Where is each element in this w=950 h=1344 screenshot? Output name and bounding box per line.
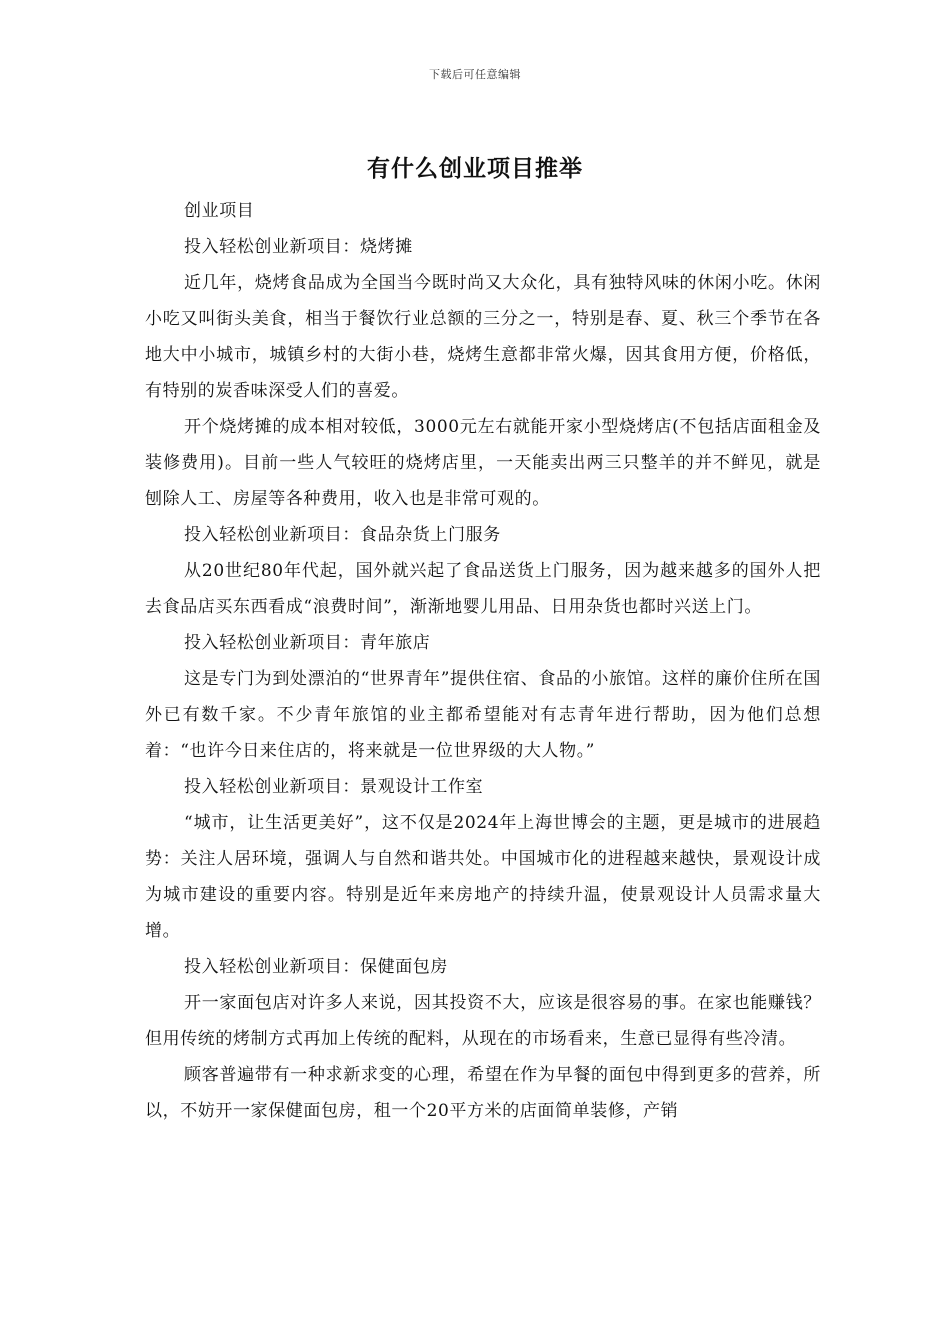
section-heading: 投入轻松创业新项目：青年旅店 — [184, 633, 431, 653]
paragraph: 这是专门为到处漂泊的“世界青年”提供住宿、食品的小旅馆。这样的廉价住所在国外已有数千家。不少青年旅馆的业主都希望能对有志青年进行帮助，因为他们总想着：“也许今日来住店的，将来就是一位世界级的大人物。” — [145, 669, 821, 761]
document-body — [145, 193, 821, 1129]
paragraph: 开个烧烤摊的成本相对较低，3000元左右就能开家小型烧烤店(不包括店面租金及装修费用)。目前一些人气较旺的烧烤店里，一天能卖出两三只整羊的并不鲜见，就是刨除人工、房屋等各种费用，收入也是非常可观的。 — [145, 417, 821, 509]
section-heading: 投入轻松创业新项目：烧烤摊 — [184, 237, 413, 257]
paragraph: 开一家面包店对许多人来说，因其投资不大，应该是很容易的事。在家也能赚钱？但用传统的烤制方式再加上传统的配料，从现在的市场看来，生意已显得有些冷清。 — [145, 993, 821, 1049]
paragraph: 顾客普遍带有一种求新求变的心理，希望在作为早餐的面包中得到更多的营养，所以，不妨开一家保健面包房，租一个20平方米的店面简单装修，产销 — [145, 1065, 821, 1121]
section-heading: 投入轻松创业新项目：保健面包房 — [184, 957, 448, 977]
section-heading: 投入轻松创业新项目：食品杂货上门服务 — [184, 525, 501, 545]
paragraph: 创业项目 — [184, 201, 255, 221]
paragraph: 近几年，烧烤食品成为全国当今既时尚又大众化，具有独特风味的休闲小吃。休闲小吃又叫街头美食，相当于餐饮行业总额的三分之一，特别是春、夏、秋三个季节在各地大中小城市，城镇乡村的大街小巷，烧烤生意都非常火爆，因其食用方便，价格低，有特别的炭香味深受人们的喜爱。 — [145, 273, 821, 401]
header-note: 下载后可任意编辑 — [429, 68, 521, 81]
paragraph: “城市，让生活更美好”，这不仅是2024年上海世博会的主题，更是城市的进展趋势：关注人居环境，强调人与自然和谐共处。中国城市化的进程越来越快，景观设计成为城市建设的重要内容。特别是近年来房地产的持续升温，使景观设计人员需求量大增。 — [145, 813, 821, 941]
document-title: 有什么创业项目推举 — [367, 156, 583, 182]
paragraph: 从20世纪80年代起，国外就兴起了食品送货上门服务，因为越来越多的国外人把去食品店买东西看成“浪费时间”，渐渐地婴儿用品、日用杂货也都时兴送上门。 — [145, 561, 821, 617]
section-heading: 投入轻松创业新项目：景观设计工作室 — [184, 777, 484, 797]
